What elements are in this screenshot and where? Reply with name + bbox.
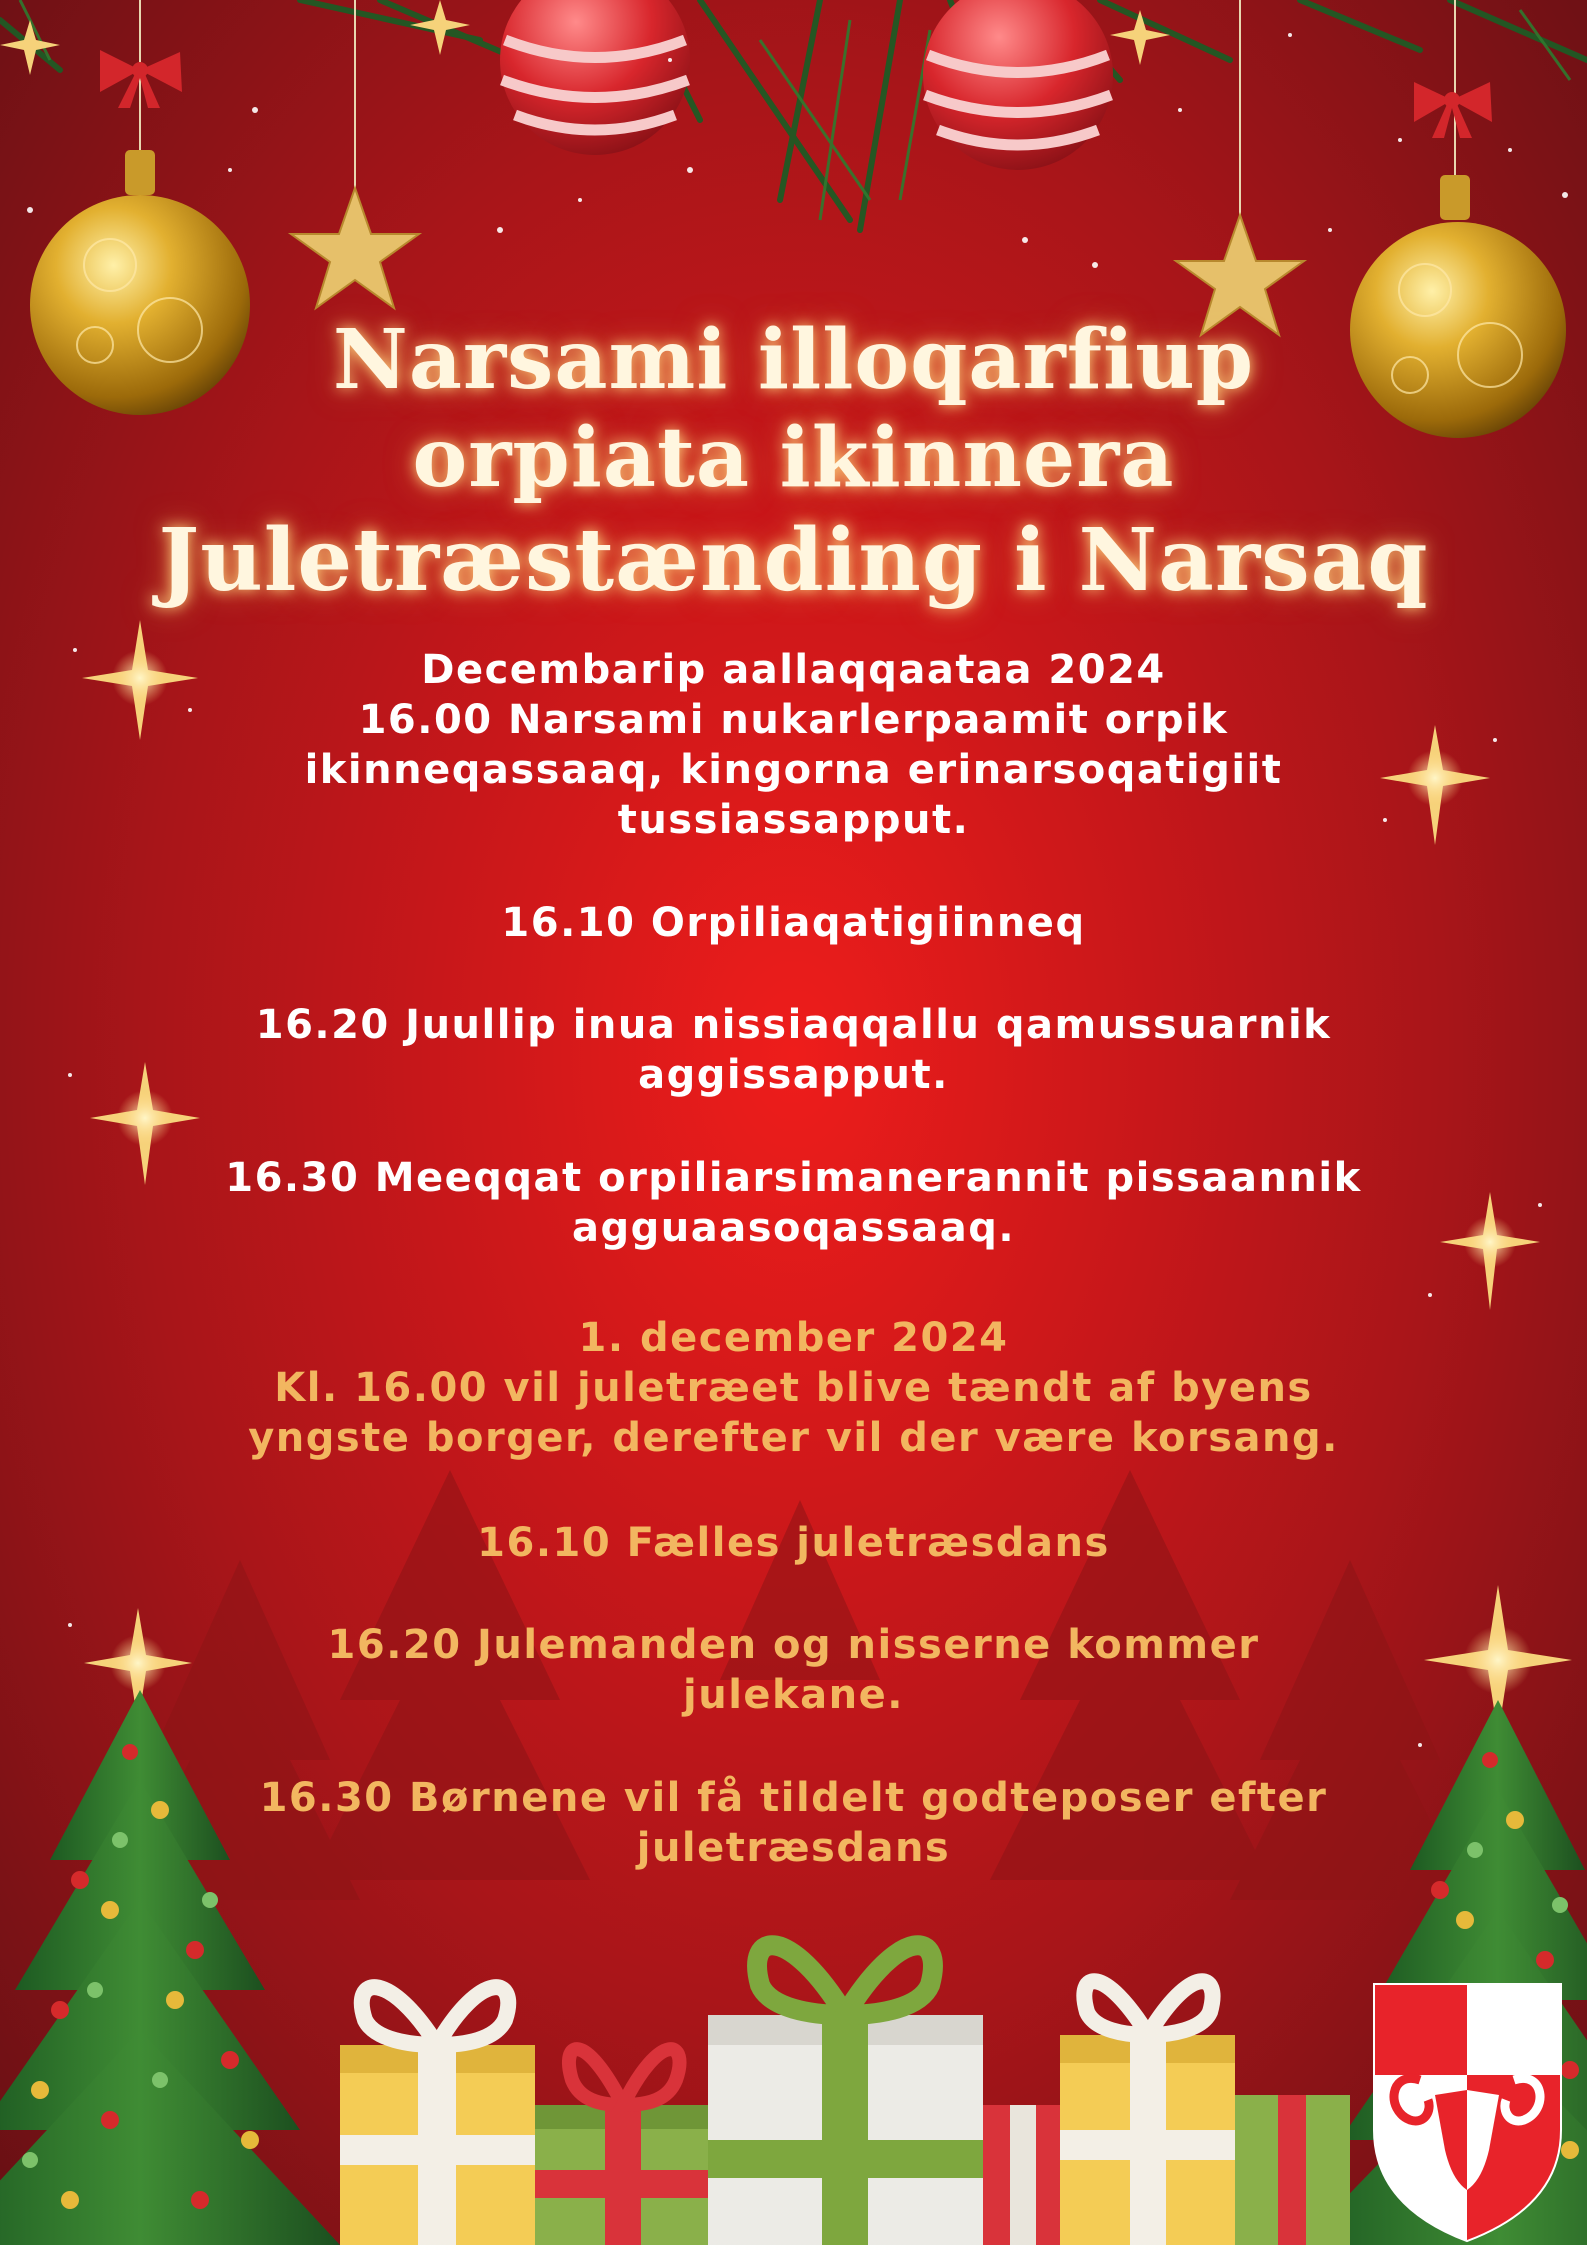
greenlandic-schedule [120, 645, 1467, 845]
greenlandic-item-3-line-2: aggissapput. [638, 1052, 949, 1098]
danish-item-3 [120, 1620, 1467, 1720]
ram-coat-of-arms-icon [1375, 1985, 1560, 2240]
danish-item-1-line-1: Kl. 16.00 vil juletræet blive tændt af byens [274, 1365, 1313, 1411]
danish-item-2 [120, 1518, 1467, 1568]
danish-date: 1. december 2024 [578, 1315, 1009, 1361]
danish-schedule [120, 1313, 1467, 1463]
greenlandic-item-1-line-1: 16.00 Narsami nukarlerpaamit orpik [358, 697, 1229, 743]
greenlandic-item-3 [120, 1000, 1467, 1100]
greenlandic-item-3-line-1: 16.20 Juullip inua nissiaqqallu qamussuarnik [255, 1002, 1332, 1048]
greenlandic-item-1-line-2: ikinneqassaaq, kingorna erinarsoqatigiit [304, 747, 1283, 793]
danish-item-4-line-2: juletræsdans [636, 1825, 951, 1871]
greenlandic-date: Decembarip aallaqqaataa 2024 [421, 647, 1166, 693]
title-line-2: orpiata ikinnera [412, 410, 1175, 506]
title-line-3: Juletræstænding i Narsaq [158, 510, 1429, 611]
star-ornament-icon [291, 188, 419, 308]
danish-item-4-line-1: 16.30 Børnene vil få tildelt godteposer efter [259, 1775, 1328, 1821]
greenlandic-item-4-line-1: 16.30 Meeqqat orpiliarsimanerannit pissaannik [225, 1155, 1362, 1201]
greenlandic-item-2 [120, 898, 1467, 948]
greenlandic-item-2-line-1: 16.10 Orpiliaqatigiinneq [501, 900, 1086, 946]
danish-item-2-line-1: 16.10 Fælles juletræsdans [477, 1520, 1110, 1566]
danish-item-3-line-1: 16.20 Julemanden og nisserne kommer [327, 1622, 1260, 1668]
title-line-1: Narsami illoqarfiup [332, 312, 1255, 408]
danish-item-4 [120, 1773, 1467, 1873]
greenlandic-item-1-line-3: tussiassapput. [617, 797, 970, 843]
greenlandic-item-4-line-2: agguaasoqassaaq. [571, 1205, 1016, 1251]
greenlandic-item-4 [120, 1153, 1467, 1253]
danish-item-3-line-2: julekane. [683, 1672, 904, 1718]
gift-box-icon [340, 1945, 1350, 2245]
danish-item-1-line-2: yngste borger, derefter vil der være korsang. [248, 1415, 1339, 1461]
